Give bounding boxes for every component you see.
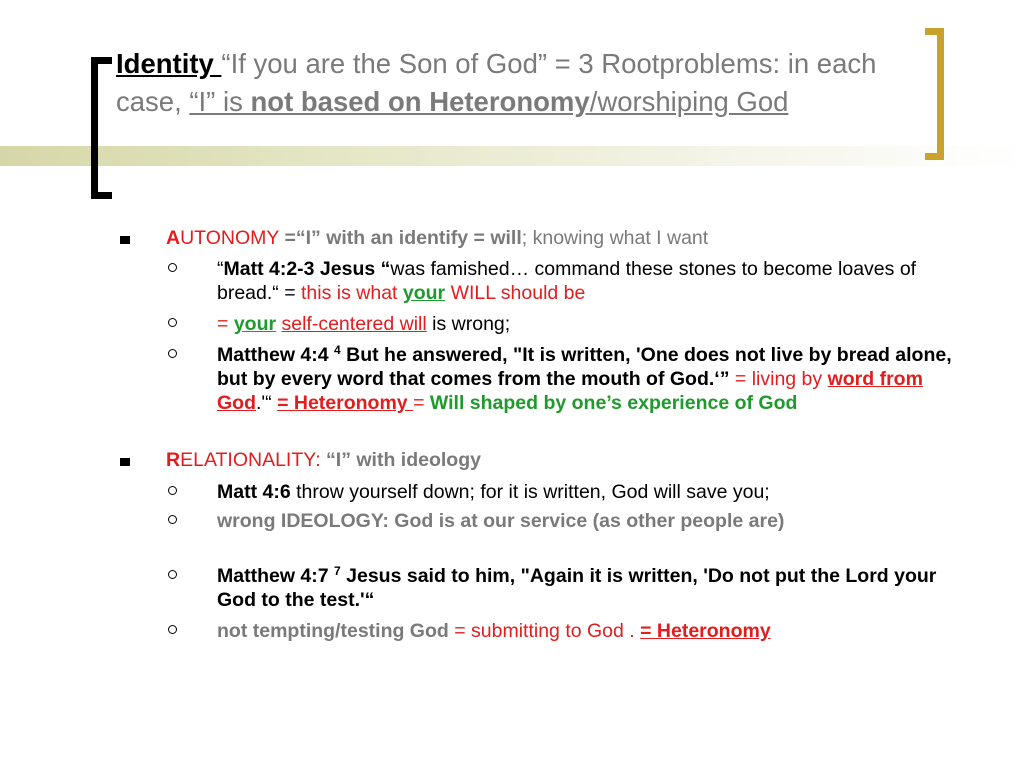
verse-quote: Jesus said to him, "Again it is written, 'Do not put the Lord your God to the test.'“ [217,565,937,611]
your-emphasis: your [402,282,446,304]
equals: = [413,392,425,414]
verse-quote: But he answered, "It is written, 'One does not live by bread alone, but by every word that comes from the mouth of God.‘” [217,344,952,390]
title-worshiping: /worshiping God [589,86,789,117]
bullet-circle-icon [168,263,177,272]
list-item-matt-4-6 [217,480,962,504]
verse-number: 7 [334,564,341,578]
submitting-text: = submitting to God . [454,620,641,642]
is-wrong: is wrong; [426,313,511,335]
bullet-circle-icon [168,349,177,358]
verse-ref: Matthew 4:4 [217,344,335,366]
list-item-matt-4-2-3 [217,257,962,305]
equals: = [729,368,752,390]
not-tempting-text: not tempting/testing God [217,620,455,642]
bullet-circle-icon [168,486,177,495]
title-identity: Identity [116,48,222,79]
red-text: WILL should be [445,282,586,304]
autonomy-letter: A [166,227,181,249]
heteronomy-emphasis: = Heteronomy [277,392,414,414]
list-item-wrong-ideology: wrong IDEOLOGY: God is at our service (as other people are) [217,510,785,532]
bullet-circle-icon [168,318,177,327]
heteronomy-emphasis: = Heteronomy [640,620,771,642]
title-question: “If you are the Son of God” = 3 Rootproblems: in each case, [116,48,877,117]
autonomy-heading: UTONOMY [180,227,285,249]
self-centered-will: self-centered will [281,313,427,335]
verse-number: 4 [334,343,341,357]
bullet-circle-icon [168,570,177,579]
living-by: living by [751,368,828,390]
list-item-autonomy [166,226,966,250]
relationality-definition: “I” with ideology [326,449,481,471]
bullet-square-icon [120,236,130,244]
autonomy-definition: =“I” with an identify = will [284,227,522,249]
title-i-is: “I” is [189,86,251,117]
autonomy-knowing: ; knowing what I want [521,227,709,249]
your-emphasis: your [233,313,277,335]
open-quote: “ [217,258,224,280]
equals: = [217,313,234,335]
relationality-letter: R [166,449,181,471]
verse-ref: Matt 4:2-3 Jesus “ [223,258,391,280]
verse-text: was famished… command these stones to become loaves of bread.“ = [217,258,917,304]
bullet-circle-icon [168,625,177,634]
close-quote: .'“ [256,392,278,414]
list-item-matthew-4-7 [217,564,962,612]
relationality-heading: ELATIONALITY: [180,449,327,471]
verse-ref: Matt 4:6 [217,481,291,503]
list-item-self-centered-will [217,312,962,336]
bullet-square-icon [120,458,130,466]
title-not-based: not based on Heteronomy [250,86,590,117]
will-shaped-text: Will shaped by one’s experience of God [429,392,798,414]
verse-ref: Matthew 4:7 [217,565,335,587]
verse-text: throw yourself down; for it is written, God will save you; [290,481,770,503]
list-item-relationality [166,448,966,472]
red-text: this is what [301,282,403,304]
bullet-circle-icon [168,515,177,524]
word-from-god: word from God [217,368,923,414]
list-item-not-tempting [217,619,962,643]
list-item-matthew-4-4 [217,343,962,415]
